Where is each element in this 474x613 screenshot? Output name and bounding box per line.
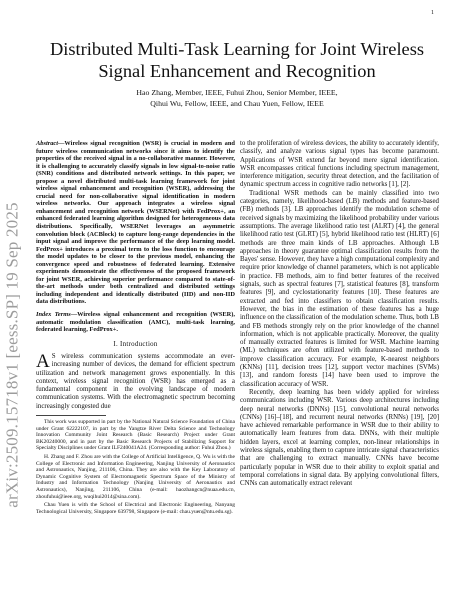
intro-paragraph xyxy=(36,350,235,411)
left-column xyxy=(36,140,235,517)
abstract-label: Abstract xyxy=(36,140,59,147)
page-number: 1 xyxy=(431,10,434,16)
index-terms-text: —Wireless signal enhancement and recognition (WSER), automatic modulation classification (AMC), multi-task learning, federated learning, FedProx+. xyxy=(36,311,235,334)
index-terms-label: Index Terms xyxy=(36,311,71,319)
drop-cap: A xyxy=(36,350,50,372)
body-paragraph-1: to the proliferation of wireless devices, the ability to accurately identify, classify, and analyze various signal types has become paramount. Applications of WSR extend far beyond mere signal identification. WSR encompasses critical functions including spectrum management, interference mitigation, security threat detection, and the facilitation of dynamic spectrum access in cognitive radio networks [1], [2]. xyxy=(240,140,439,189)
footnote-divider xyxy=(36,415,106,416)
footnote-funding: This work was supported in part by the National Natural Science Foundation of China under Grant 62222107, in part by the Yangtze River Delta Science and Technology Innovation Community Joint Research (Basic Research) Project under Grant BK20240000, and in part by the Basic Research Projects of Stabilizing Support for Specialty Disciplines under Grant ILF240041A24. (Corresponding author: Fuhui Zhou.) xyxy=(36,419,235,452)
footnotes xyxy=(36,415,235,515)
author-block xyxy=(40,88,434,109)
paper-title: Distributed Multi-Task Learning for Joint Wireless Signal Enhancement and Recognition xyxy=(49,39,425,81)
body-paragraph-3: Recently, deep learning has been widely applied for wireless communications including WSR. Various deep architectures including deep neural networks (DNNs) [15], convolutional neural networks (CNNs) [16]–[18], and recurrent neural networks (RNNs) [19], [20] have achieved remarkable performance in WSR due to their ability to automatically learn features from data. DNNs, with their multiple hidden layers, excel at learning complex, non-linear relationships in wireless signals, enabling them to capture intricate signal characteristics that are challenging to extract manually. CNNs have become particularly popular in WSR due to their ability to exploit spatial and temporal correlations in signal data. By applying convolutional filters, CNNs can automatically extract relevant xyxy=(240,388,439,488)
section-heading-introduction: I. Introduction xyxy=(113,340,158,348)
footnote-affiliation-1: H. Zhang and F. Zhou are with the College of Artificial Intelligence, Q. Wu is with the College of Electronic and Information Engineering, Nanjing University of Aeronautics and Astronautics, Nanjing, 211106, China. They are also with the Key Laboratory of Dynamic Cognitive System of Electromagnetic Spectrum Space of the Ministry of Industry and Information Technology (Nanjing University of Aeronautics and Astronautics), Nanjing, 211106, China (e-mail: haozhangcn@nuaa.edu.cn, zhoufuhui@ieee.org, wuqihui2014@sina.com). xyxy=(36,454,235,500)
arxiv-watermark xyxy=(2,190,24,520)
intro-text: S wireless communication systems accommodate an ever-increasing number of devices, the demand for efficient spectrum utilization and network management grows exponentially. In this context, wireless signal recognition (WSR) has emerged as a fundamental component in the evolving landscape of modern communication systems. With the electromagnetic spectrum becoming increasingly congested due xyxy=(36,352,235,410)
index-terms xyxy=(36,311,235,334)
abstract-text: —Wireless signal recognition (WSR) is crucial in modern and future wireless communication networks since it aims to identify the properties of the received signal in a no-collaborative manner. However, it is challenging to accurately classify signals in low signal-to-noise ratio (SNR) conditions and distributed network settings. In this paper, we propose a novel distributed multi-task learning framework for joint wireless signal enhancement and recognition (WSER), addressing the crucial need for non-collaborative signal identification in modern wireless networks. Our approach integrates a wireless signal enhancement and recognition network (WSERNet) with FedProx+, an enhanced federated learning algorithm designed for heterogeneous data distributions. Specifically, WSERNet leverages an asymmetric convolution block (ACBlock) to capture long-range dependencies in the input signal and improve the performance of the deep learning model. FedProx+ introduces a proximal term to the loss function to encourage the model updates to be closer to the previous model, enhancing the convergence speed and robustness of federated learning. Extensive experiments demonstrate the effectiveness of the proposed framework for joint WSER, achieving superior performance compared to state-of-the-art methods under both centralized and distributed settings including independent and identically distributed (IID) and non-IID data distributions. xyxy=(36,140,235,306)
arxiv-stamp-text: arXiv:2509.15718v1 [eess.SP] 19 Sep 2025 xyxy=(3,202,23,508)
authors-line-2: Qihui Wu, Fellow, IEEE, and Chau Yuen, Fellow, IEEE xyxy=(150,98,324,108)
abstract xyxy=(36,140,235,306)
authors-line-1: Hao Zhang, Member, IEEE, Fuhui Zhou, Senior Member, IEEE, xyxy=(136,88,338,97)
footnote-affiliation-2: Chau Yuen is with the School of Electrical and Electronic Engineering, Nanyang Technological University, Singapore 639798, Singapore (e-mail: chau.yuen@ntu.edu.sg). xyxy=(36,502,235,515)
right-column xyxy=(240,140,439,488)
body-paragraph-2: Traditional WSR methods can be mainly classified into two categories, namely, likelihood-based (LB) methods and feature-based (FB) methods [3]. LB approaches identify the modulation scheme of received signals by maximizing the likelihood probability under various assumptions. The average likelihood ratio test (ALRT) [4], the general likelihood ratio test (GLRT) [5], hybrid likelihood ratio test (HLRT) [6] methods are three main kinds of LB approaches. Although LB approaches in theory guarantee optimal classification results from the Bayes' sense. However, they have a high computational complexity and require prior knowledge of channel parameters, which is not applicable in practice. FB methods, aim to find better features of the received signals, such as spectral features [7], statistical features [8], transform features [9], and cyclostationarity features [10]. These features are extracted and fed into classifiers to obtain classification results. However, the bias in the estimation of these features has a huge influence on the classification of the modulation scheme. Thus, both LB and FB methods strongly rely on the prior knowledge of the channel information, which is not applicable practically. Moreover, the quality of manually extracted features is limited for WSR. Machine learning (ML) techniques are often utilized with feature-based methods to improve classification accuracy. For example, K-nearest neighbors (KNNs) [11], decision trees [12], support vector machines (SVMs) [13], and random forests [14] have been used to improve the classification accuracy of WSR. xyxy=(240,189,439,388)
